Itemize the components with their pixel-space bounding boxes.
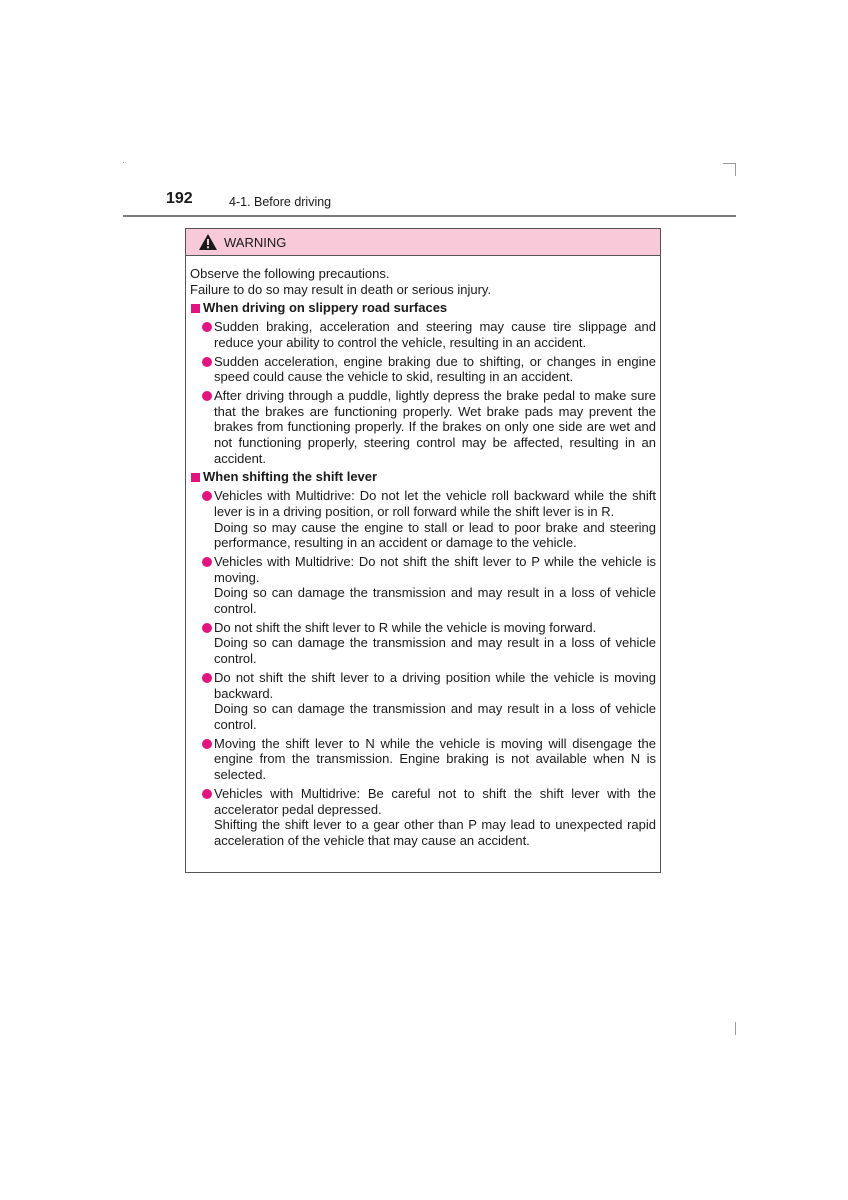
list-item-text: Vehicles with Multidrive: Be careful not to shift the shift lever with the accelerator pedal depressed. bbox=[214, 785, 656, 817]
square-bullet-icon bbox=[191, 473, 200, 482]
section-heading bbox=[190, 300, 656, 316]
list-item-text: Vehicles with Multidrive: Do not let the vehicle roll backward while the shift lever is in a driving position, or roll forward while the shift lever is in R. bbox=[214, 488, 656, 519]
list-item-text: Doing so may cause the engine to stall or lead to poor brake and steering performance, resulting in an accident or damage to the vehicle. bbox=[214, 519, 656, 551]
list-item-text: Moving the shift lever to N while the vehicle is moving will disengage the engine from the transmission. Engine braking is not available when N is selected. bbox=[214, 735, 656, 783]
section-heading-text: When driving on slippery road surfaces bbox=[203, 300, 448, 316]
list-item-text: Do not shift the shift lever to R while the vehicle is moving forward. bbox=[214, 619, 597, 635]
list-item-text: Do not shift the shift lever to a driving position while the vehicle is moving backward. bbox=[214, 669, 656, 701]
section-title: 4-1. Before driving bbox=[229, 195, 332, 209]
warning-header bbox=[186, 229, 660, 256]
circle-bullet-icon bbox=[202, 739, 212, 749]
circle-bullet-icon bbox=[202, 673, 212, 683]
list-item bbox=[190, 620, 656, 667]
list-item-text: Doing so can damage the transmission and may result in a loss of vehicle control. bbox=[214, 585, 656, 617]
circle-bullet-icon bbox=[202, 623, 212, 633]
crop-mark-bottom-right bbox=[735, 1022, 736, 1035]
circle-bullet-icon bbox=[202, 557, 212, 567]
list-item-text: Shifting the shift lever to a gear other than P may lead to unexpected rapid acceleration of the vehicle that may cause an accident. bbox=[214, 817, 656, 848]
intro-line: Observe the following precautions. bbox=[190, 266, 390, 281]
list-item bbox=[190, 736, 656, 783]
header-divider bbox=[123, 215, 736, 217]
list-item-text: Sudden acceleration, engine braking due to shifting, or changes in engine speed could cause the vehicle to skid, resulting in an accident. bbox=[214, 353, 656, 385]
precaution-list bbox=[190, 488, 656, 848]
circle-bullet-icon bbox=[202, 357, 212, 367]
list-item bbox=[190, 388, 656, 467]
warning-triangle-icon bbox=[198, 233, 218, 251]
circle-bullet-icon bbox=[202, 322, 212, 332]
circle-bullet-icon bbox=[202, 391, 212, 401]
square-bullet-icon bbox=[191, 304, 200, 313]
warning-body bbox=[186, 256, 660, 849]
warning-intro bbox=[190, 266, 656, 297]
list-item bbox=[190, 488, 656, 551]
circle-bullet-icon bbox=[202, 789, 212, 799]
list-item bbox=[190, 554, 656, 617]
warning-title: WARNING bbox=[224, 234, 287, 250]
list-item-text: Vehicles with Multidrive: Do not shift the shift lever to P while the vehicle is moving. bbox=[214, 553, 656, 585]
crop-mark-top-right-v bbox=[735, 163, 736, 176]
section-heading bbox=[190, 469, 656, 485]
page-number: 192 bbox=[166, 190, 193, 207]
list-item-text: Doing so can damage the transmission and may result in a loss of vehicle control. bbox=[214, 635, 656, 667]
crop-mark-top-left bbox=[123, 162, 124, 163]
list-item-text: Doing so can damage the transmission and may result in a loss of vehicle control. bbox=[214, 701, 656, 732]
list-item bbox=[190, 670, 656, 733]
section-heading-text: When shifting the shift lever bbox=[203, 469, 378, 485]
circle-bullet-icon bbox=[202, 491, 212, 501]
list-item bbox=[190, 786, 656, 849]
list-item bbox=[190, 319, 656, 350]
list-item-text: After driving through a puddle, lightly depress the brake pedal to make sure that the brakes are functioning properly. Wet brake pads may prevent the brakes from functioning properly. If the brakes on only one side are wet and not functioning properly, steering control may be affected, resulting in an accident. bbox=[214, 387, 656, 466]
precaution-list bbox=[190, 319, 656, 466]
list-item bbox=[190, 354, 656, 385]
warning-box bbox=[185, 228, 661, 873]
intro-line: Failure to do so may result in death or serious injury. bbox=[190, 281, 492, 297]
list-item-text: Sudden braking, acceleration and steering may cause tire slippage and reduce your ability to control the vehicle, resulting in an accident. bbox=[214, 319, 656, 350]
